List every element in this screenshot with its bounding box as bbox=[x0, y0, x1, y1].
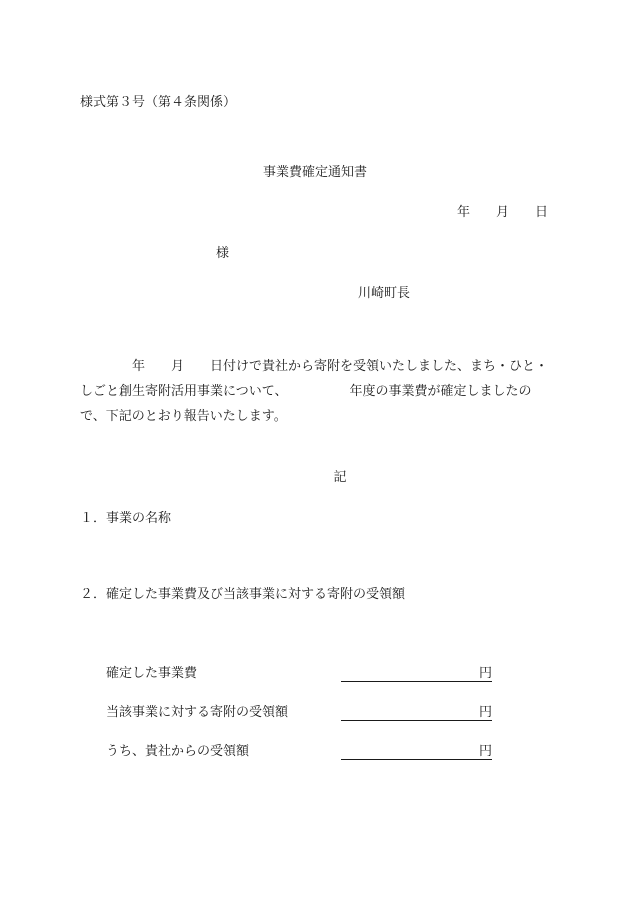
amount-unit: 円 bbox=[478, 705, 492, 720]
amount-label: 確定した事業費 bbox=[106, 666, 198, 681]
date-line bbox=[457, 206, 548, 219]
sender-name: 川崎町長 bbox=[358, 286, 411, 301]
date-day: 日 bbox=[534, 205, 548, 220]
body-text-1: 日付けで貴社から寄附を受領いたしました、まち・ひと・しごと創生寄附活用事業について、 bbox=[80, 359, 549, 399]
date-month: 月 bbox=[495, 205, 509, 220]
amount-label: うち、貴社からの受領額 bbox=[106, 744, 250, 759]
date-year: 年 bbox=[456, 205, 470, 220]
amount-row-company-donation bbox=[106, 745, 492, 765]
body-year: 年 bbox=[132, 359, 146, 374]
amount-unit: 円 bbox=[478, 666, 492, 681]
amount-unit: 円 bbox=[478, 744, 492, 759]
amount-fill-line bbox=[341, 759, 492, 760]
amount-label: 当該事業に対する寄附の受領額 bbox=[106, 705, 289, 720]
body-month: 月 bbox=[171, 359, 185, 374]
amount-fill-line bbox=[341, 681, 492, 682]
item-1-heading: １．事業の名称 bbox=[80, 511, 172, 526]
ki-heading: 記 bbox=[333, 470, 347, 485]
amount-row-donation-received bbox=[106, 706, 492, 726]
form-number: 様式第３号（第４条関係） bbox=[80, 95, 237, 110]
item-2-heading: ２．確定した事業費及び当該事業に対する寄附の受領額 bbox=[80, 587, 406, 602]
addressee-honorific: 様 bbox=[216, 246, 230, 261]
document-title: 事業費確定通知書 bbox=[262, 165, 367, 180]
amount-row-confirmed-cost bbox=[106, 667, 492, 687]
body-text-2: 年度の事業費が確定しましたので、下記のとおり報告いたします。 bbox=[80, 384, 532, 424]
body-paragraph bbox=[80, 354, 550, 429]
amount-fill-line bbox=[341, 720, 492, 721]
